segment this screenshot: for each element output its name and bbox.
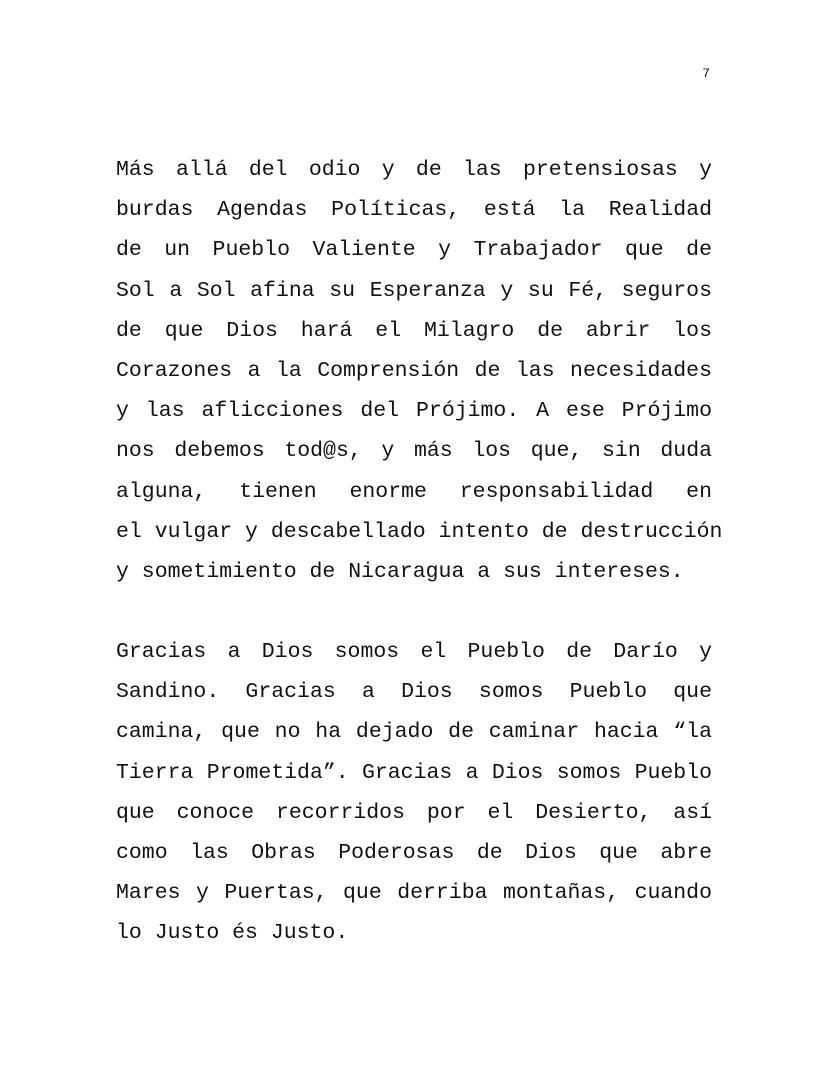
paragraph-line: que conoce recorridos por el Desierto, así	[116, 800, 712, 825]
paragraph-line: como las Obras Poderosas de Dios que abre	[116, 840, 712, 865]
paragraph-2	[116, 632, 712, 954]
paragraph-line: Mares y Puertas, que derriba montañas, cuando	[116, 881, 712, 906]
paragraph-line: de que Dios hará el Milagro de abrir los	[116, 318, 712, 343]
paragraph-line: burdas Agendas Políticas, está la Realidad	[116, 198, 712, 223]
paragraph-1	[116, 150, 723, 592]
paragraph-line: Sandino. Gracias a Dios somos Pueblo que	[116, 680, 712, 705]
paragraph-line: y sometimiento de Nicaragua a sus intereses.	[116, 559, 684, 584]
paragraph-line: camina, que no ha dejado de caminar hacia “la	[116, 720, 712, 745]
paragraph-line: nos debemos tod@s, y más los que, sin duda	[116, 439, 712, 464]
paragraph-line: Sol a Sol afina su Esperanza y su Fé, seguros	[116, 278, 712, 303]
paragraph-line: el vulgar y descabellado intento de destrucción	[116, 519, 723, 544]
paragraph-line: lo Justo és Justo.	[116, 921, 349, 946]
paragraph-line: Más allá del odio y de las pretensiosas y	[116, 158, 712, 182]
paragraph-line: Tierra Prometida”. Gracias a Dios somos Pueblo	[116, 760, 712, 785]
paragraph-line: y las aflicciones del Prójimo. A ese Prójimo	[116, 399, 712, 424]
paragraph-line: Corazones a la Comprensión de las necesidades	[116, 358, 712, 383]
paragraph-line: alguna, tienen enorme responsabilidad en	[116, 479, 712, 504]
paragraph-line: de un Pueblo Valiente y Trabajador que de	[116, 238, 712, 263]
page-number: 7	[702, 66, 710, 81]
paragraph-line: Gracias a Dios somos el Pueblo de Darío y	[116, 640, 712, 664]
